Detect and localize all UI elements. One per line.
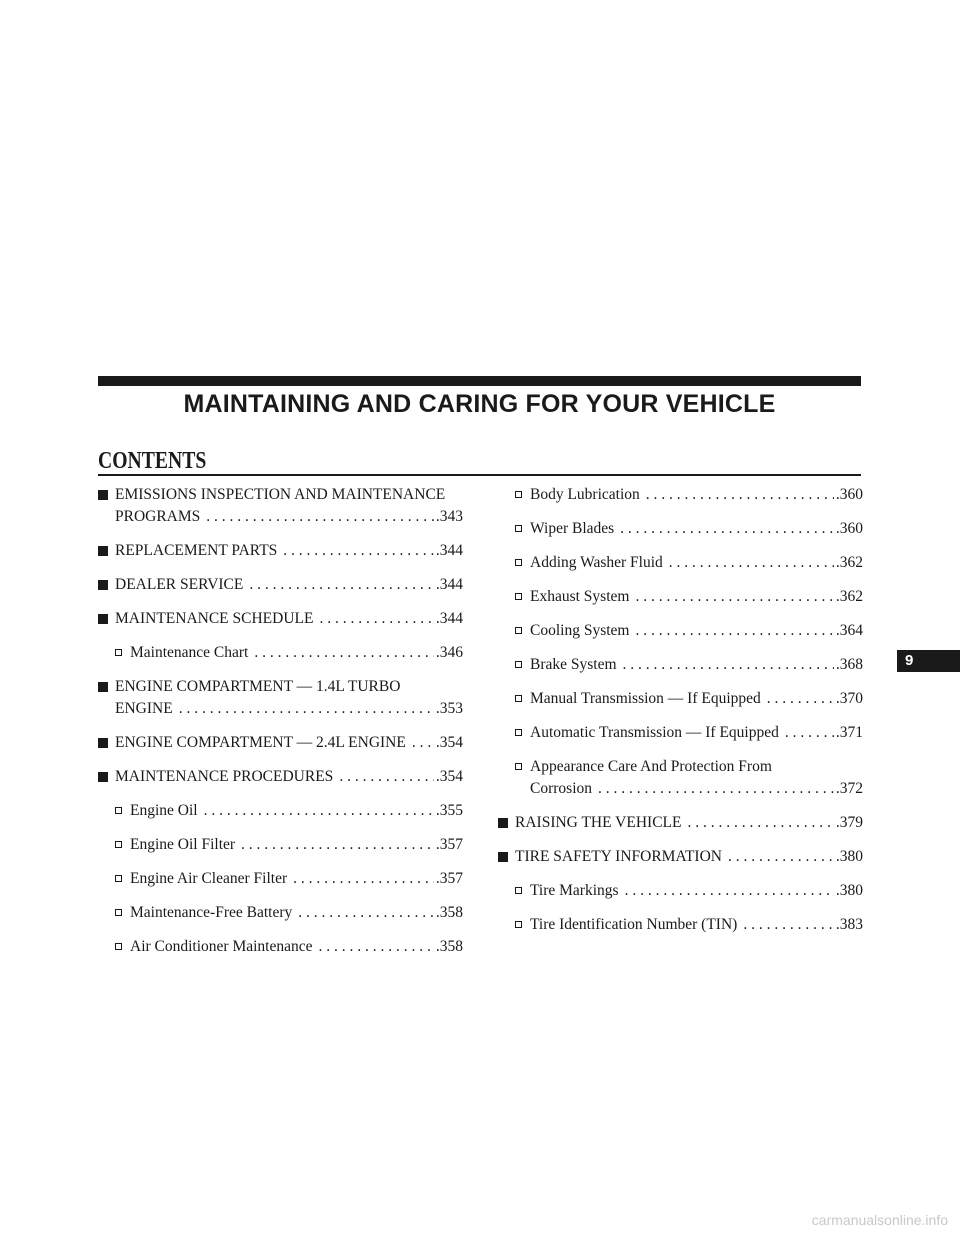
toc-right-column [498, 484, 863, 936]
toc-page-number: .355 [435, 802, 463, 819]
toc-entry[interactable] [98, 868, 463, 890]
toc-entry-title: Wiper Blades [530, 520, 615, 537]
toc-entry[interactable] [98, 676, 463, 720]
toc-page-number: .354 [435, 768, 463, 785]
dot-leader [206, 506, 434, 528]
toc-entry-title-first-line: Appearance Care And Protection From [530, 758, 772, 775]
toc-page-number: .343 [435, 508, 463, 525]
toc-page-number: .358 [435, 904, 463, 921]
contents-rule [98, 474, 861, 476]
hollow-square-bullet-icon [515, 763, 522, 770]
filled-square-bullet-icon [98, 682, 108, 692]
toc-page-number: .372 [835, 780, 863, 797]
toc-page-number: .344 [435, 610, 463, 627]
toc-entry-title: Cooling System [530, 622, 630, 639]
dot-leader [598, 778, 834, 800]
toc-entry[interactable] [498, 812, 863, 834]
hollow-square-bullet-icon [115, 841, 122, 848]
dot-leader [620, 518, 834, 540]
toc-entry-title: Exhaust System [530, 588, 630, 605]
dot-leader [669, 552, 834, 574]
filled-square-bullet-icon [98, 738, 108, 748]
filled-square-bullet-icon [498, 818, 508, 828]
toc-page-number: .357 [435, 870, 463, 887]
hollow-square-bullet-icon [515, 593, 522, 600]
toc-page-number: .360 [835, 520, 863, 537]
dot-leader [687, 812, 833, 834]
hollow-square-bullet-icon [115, 909, 122, 916]
chapter-title: MAINTAINING AND CARING FOR YOUR VEHICLE [183, 390, 776, 418]
hollow-square-bullet-icon [515, 921, 522, 928]
toc-page-number: .380 [835, 882, 863, 899]
toc-page-number: .358 [435, 938, 463, 955]
toc-page-number: .354 [435, 734, 463, 751]
toc-entry-title: MAINTENANCE PROCEDURES [115, 768, 334, 785]
contents-heading: CONTENTS [98, 448, 207, 474]
hollow-square-bullet-icon [515, 661, 522, 668]
toc-entry-title: Brake System [530, 656, 617, 673]
toc-page-number: .360 [835, 486, 863, 503]
toc-entry[interactable] [98, 936, 463, 958]
dot-leader [254, 642, 434, 664]
toc-page-number: .357 [435, 836, 463, 853]
dot-leader [293, 868, 434, 890]
dot-leader [241, 834, 434, 856]
toc-entry[interactable] [98, 902, 463, 924]
toc-entry-title: Tire Identification Number (TIN) [530, 916, 738, 933]
toc-page-number: .362 [835, 554, 863, 571]
toc-entry-title: ENGINE COMPARTMENT — 2.4L ENGINE [115, 734, 406, 751]
toc-entry[interactable] [98, 484, 463, 528]
hollow-square-bullet-icon [515, 887, 522, 894]
filled-square-bullet-icon [498, 852, 508, 862]
hollow-square-bullet-icon [515, 491, 522, 498]
dot-leader [623, 654, 834, 676]
toc-entry-title: Engine Oil [130, 802, 198, 819]
toc-page-number: .368 [835, 656, 863, 673]
chapter-top-rule [98, 376, 861, 386]
dot-leader [785, 722, 834, 744]
dot-leader [412, 732, 434, 754]
toc-entry[interactable] [98, 766, 463, 788]
toc-entry[interactable] [498, 620, 863, 642]
toc-entry-title: Engine Air Cleaner Filter [130, 870, 288, 887]
dot-leader [728, 846, 834, 868]
dot-leader [283, 540, 434, 562]
toc-entry-title: Maintenance-Free Battery [130, 904, 293, 921]
filled-square-bullet-icon [98, 614, 108, 624]
dot-leader [767, 688, 834, 710]
filled-square-bullet-icon [98, 546, 108, 556]
watermark: carmanualsonline.info [811, 1212, 948, 1228]
toc-entry-title: Engine Oil Filter [130, 836, 236, 853]
dot-leader [319, 936, 434, 958]
toc-entry-title: MAINTENANCE SCHEDULE [115, 610, 314, 627]
toc-entry-title: REPLACEMENT PARTS [115, 542, 278, 559]
toc-entry-title: TIRE SAFETY INFORMATION [515, 848, 722, 865]
dot-leader [743, 914, 834, 936]
toc-entry-title: Adding Washer Fluid [530, 554, 663, 571]
hollow-square-bullet-icon [515, 627, 522, 634]
toc-entry[interactable] [498, 586, 863, 608]
dot-leader [625, 880, 834, 902]
toc-entry-title: Corrosion [530, 780, 592, 797]
toc-entry[interactable] [498, 756, 863, 800]
filled-square-bullet-icon [98, 490, 108, 500]
dot-leader [635, 586, 833, 608]
toc-entry[interactable] [498, 914, 863, 936]
toc-entry[interactable] [498, 846, 863, 868]
toc-entry-title: Body Lubrication [530, 486, 640, 503]
toc-page-number: .362 [835, 588, 863, 605]
toc-entry[interactable] [98, 540, 463, 562]
hollow-square-bullet-icon [115, 943, 122, 950]
dot-leader [319, 608, 433, 630]
toc-entry[interactable] [498, 654, 863, 676]
toc-entry-title: Maintenance Chart [130, 644, 249, 661]
toc-entry[interactable] [498, 518, 863, 540]
toc-entry[interactable] [98, 642, 463, 664]
toc-entry[interactable] [98, 800, 463, 822]
toc-entry[interactable] [98, 574, 463, 596]
toc-entry-title: PROGRAMS [115, 508, 201, 525]
dot-leader [179, 698, 434, 720]
toc-entry-title: Manual Transmission — If Equipped [530, 690, 761, 707]
toc-entry[interactable] [98, 732, 463, 754]
toc-page-number: .346 [435, 644, 463, 661]
chapter-tab[interactable]: 9 [897, 650, 960, 672]
hollow-square-bullet-icon [115, 807, 122, 814]
toc-page-number: .379 [835, 814, 863, 831]
toc-entry[interactable] [498, 722, 863, 744]
dot-leader [635, 620, 833, 642]
toc-page-number: .353 [435, 700, 463, 717]
toc-page-number: .364 [835, 622, 863, 639]
toc-entry-title-first-line: EMISSIONS INSPECTION AND MAINTENANCE [115, 486, 446, 503]
hollow-square-bullet-icon [115, 649, 122, 656]
dot-leader [646, 484, 834, 506]
dot-leader [339, 766, 434, 788]
dot-leader [298, 902, 434, 924]
toc-entry[interactable] [98, 834, 463, 856]
toc-entry-title-first-line: ENGINE COMPARTMENT — 1.4L TURBO [115, 678, 401, 695]
toc-page-number: .344 [435, 542, 463, 559]
hollow-square-bullet-icon [515, 559, 522, 566]
toc-entry[interactable] [498, 880, 863, 902]
toc-left-column [98, 484, 463, 958]
toc-entry-title: Tire Markings [530, 882, 619, 899]
toc-entry-title: ENGINE [115, 700, 173, 717]
hollow-square-bullet-icon [515, 695, 522, 702]
dot-leader [204, 800, 434, 822]
hollow-square-bullet-icon [115, 875, 122, 882]
toc-entry-title: DEALER SERVICE [115, 576, 244, 593]
toc-entry-title: Air Conditioner Maintenance [130, 938, 313, 955]
toc-entry-title: RAISING THE VEHICLE [515, 814, 682, 831]
toc-entry[interactable] [498, 484, 863, 506]
toc-page-number: .371 [835, 724, 863, 741]
toc-entry-title: Automatic Transmission — If Equipped [530, 724, 779, 741]
filled-square-bullet-icon [98, 772, 108, 782]
toc-entry[interactable] [98, 608, 463, 630]
toc-page-number: .370 [835, 690, 863, 707]
hollow-square-bullet-icon [515, 525, 522, 532]
dot-leader [249, 574, 434, 596]
hollow-square-bullet-icon [515, 729, 522, 736]
toc-page-number: .344 [435, 576, 463, 593]
toc-page-number: .383 [835, 916, 863, 933]
filled-square-bullet-icon [98, 580, 108, 590]
toc-page-number: .380 [835, 848, 863, 865]
toc-entry[interactable] [498, 688, 863, 710]
toc-entry[interactable] [498, 552, 863, 574]
